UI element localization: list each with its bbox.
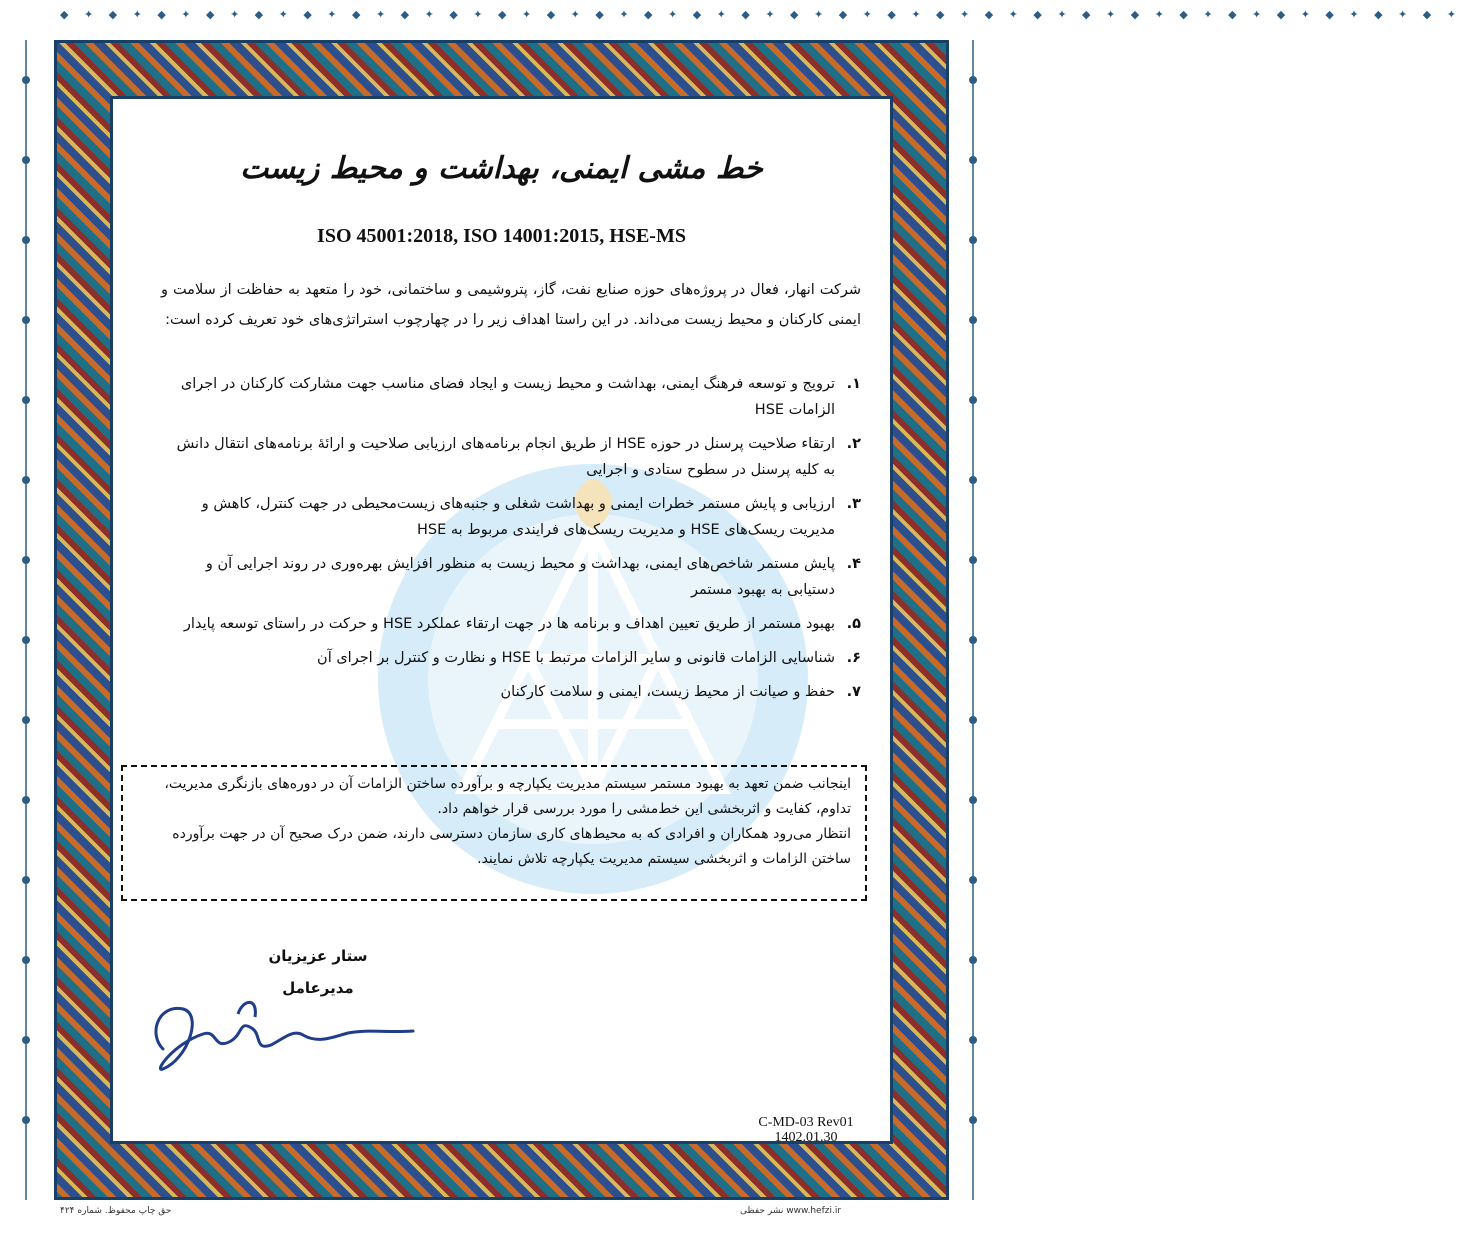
item-number: ۲.: [846, 436, 861, 452]
certificate-page: [113, 99, 890, 1145]
handwritten-signature: [143, 989, 423, 1079]
item-text: پایش مستمر شاخص‌های ایمنی، بهداشت و محیط زیست به منظور افزایش بهره‌وری در روند اجرایی آن و دستیابی به بهبود مستمر: [205, 556, 835, 598]
list-item: [161, 431, 861, 483]
item-text: ارتقاء صلاحیت پرسنل در حوزه HSE از طریق انجام برنامه‌های ارزیابی صلاحیت و ارائهٔ برنامه‌های انتقال دانش به کلیه پرسنل در سطوح ستادی و اجرایی: [176, 436, 835, 478]
item-number: ۵.: [846, 616, 861, 632]
document-code-number: C-MD-03 Rev01: [758, 1115, 854, 1130]
list-item: [161, 491, 861, 543]
signatory-name: ستار عزیزیان: [268, 947, 368, 965]
list-item: [161, 611, 861, 637]
item-text: بهبود مستمر از طریق تعیین اهداف و برنامه ها در جهت ارتقاء عملکرد HSE و حرکت در راستای توسعه پایدار: [183, 616, 835, 632]
footer-copyright: حق چاپ محفوظ. شماره ۴۲۴: [60, 1206, 172, 1216]
item-number: ۶.: [846, 650, 861, 666]
frame-right-ornament: [953, 40, 993, 1200]
item-number: ۷.: [846, 684, 861, 700]
objectives-list: [161, 371, 861, 713]
item-text: شناسایی الزامات قانونی و سایر الزامات مرتبط با HSE و نظارت و کنترل بر اجرای آن: [317, 650, 835, 666]
commitment-paragraph-1: اینجانب ضمن تعهد به بهبود مستمر سیستم مدیریت یکپارچه و برآورده ساختن الزامات آن در دوره‌های بازنگری مدیریت، تداوم، کفایت و اثربخشی این خط‌مشی را مورد بررسی قرار خواهم داد.: [164, 776, 851, 817]
commitment-paragraph-2: انتظار می‌رود همکاران و افرادی که به محیط‌های کاری سازمان دسترسی دارند، ضمن درک صحیح آن در جهت برآورده ساختن الزامات و اثربخشی سیستم مدیریت یکپارچه تلاش نمایند.: [172, 826, 851, 867]
item-number: ۳.: [846, 496, 861, 512]
frame-top-ornament: ◆ ✦ ◆ ✦ ◆ ✦ ◆ ✦ ◆ ✦ ◆ ✦ ◆ ✦ ◆ ✦ ◆ ✦ ◆ ✦ ◆ ✦ ◆ ✦ ◆ ✦ ◆ ✦ ◆ ✦ ◆ ✦ ◆ ✦ ◆ ✦ ◆ ✦ ◆ ✦ ◆ ✦ ◆ ✦ ◆ ✦ ◆ ✦ ◆ ✦ ◆ ✦ ◆ ✦ ◆ ✦ ◆ ✦: [60, 8, 1462, 21]
list-item: [161, 679, 861, 705]
signatory-role: مدیرعامل: [282, 979, 354, 997]
list-item: [161, 371, 861, 423]
document-code: [741, 1115, 871, 1145]
management-commitment-box: [121, 765, 867, 901]
item-number: ۴.: [846, 556, 861, 572]
iso-standards-line: ISO 45001:2018, ISO 14001:2015, HSE-MS: [317, 225, 686, 247]
document-code-date: 1402.01.30: [774, 1130, 838, 1145]
list-item: [161, 645, 861, 671]
intro-paragraph: شرکت انهار، فعال در پروژه‌های حوزه صنایع نفت، گاز، پتروشیمی و ساختمانی، خود را متعهد به حفاظت از سلامت و ایمنی کارکنان و محیط زیست می‌داند. در این راستا اهداف زیر را در چهارچوب استراتژی‌های خود تعریف کرده است:: [161, 282, 861, 328]
policy-title: خط مشی ایمنی، بهداشت و محیط زیست: [240, 151, 763, 186]
frame-left-ornament: [6, 40, 46, 1200]
footer-publisher: www.hefzi.ir نشر حفظی: [740, 1206, 842, 1216]
item-text: ارزیابی و پایش مستمر خطرات ایمنی و بهداشت شغلی و جنبه‌های زیست‌محیطی در جهت کنترل، کاهش و مدیریت ریسک‌های HSE و مدیریت ریسک‌های فرایندی مربوط به HSE: [201, 496, 835, 538]
list-item: [161, 551, 861, 603]
item-number: ۱.: [846, 376, 861, 392]
item-text: ترویج و توسعه فرهنگ ایمنی، بهداشت و محیط زیست و ایجاد فضای مناسب جهت مشارکت کارکنان در اجرای الزامات HSE: [180, 376, 835, 418]
item-text: حفظ و صیانت از محیط زیست، ایمنی و سلامت کارکنان: [500, 684, 835, 700]
